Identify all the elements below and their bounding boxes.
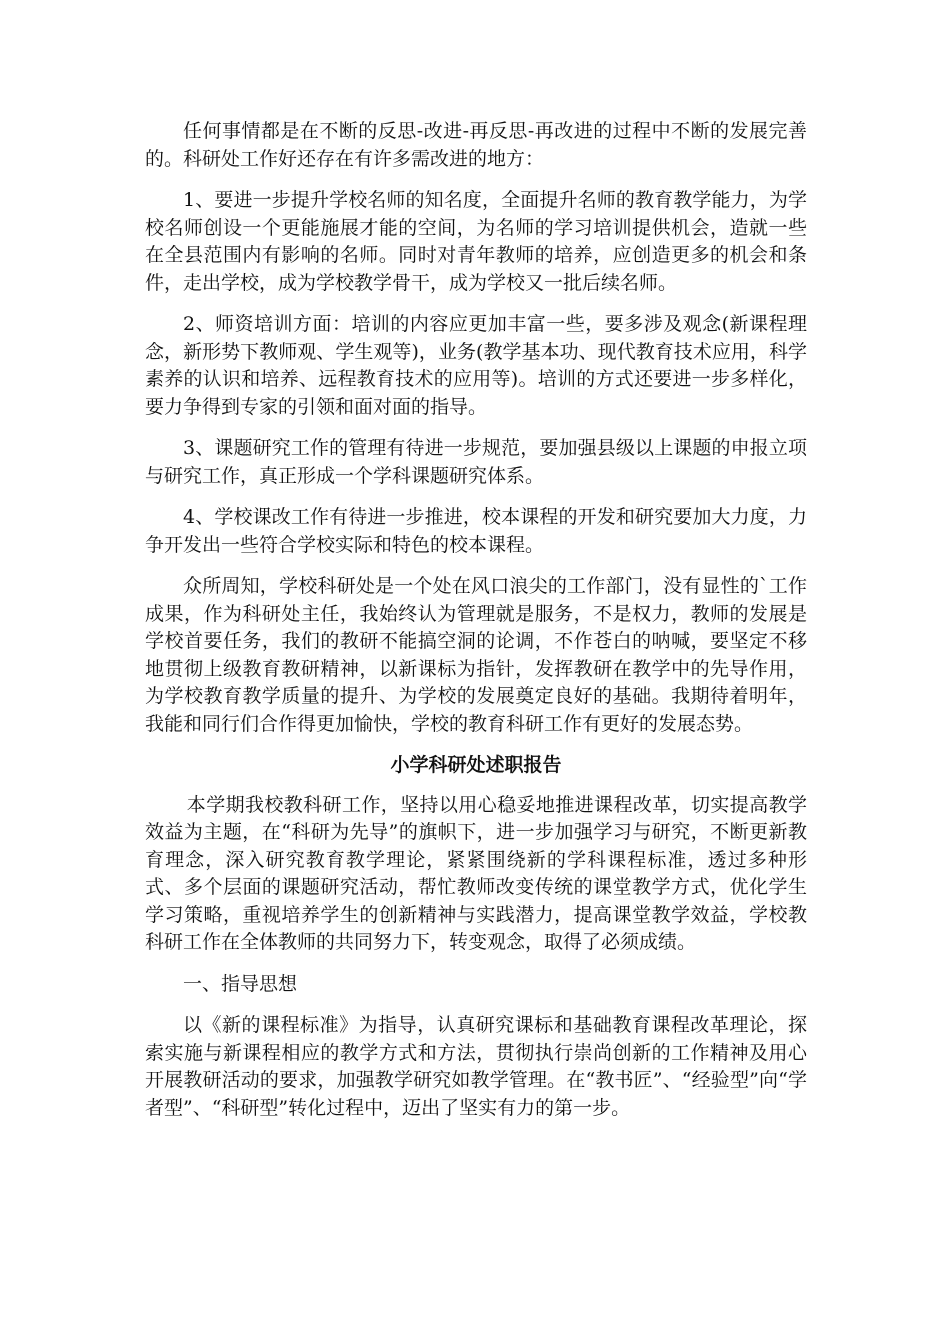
paragraph-guiding-thought: 以《新的课程标准》为指导，认真研究课标和基础教育课程改革理论，探索实施与新课程相应的教学方式和方法，贯彻执行崇尚创新的工作精神及用心开展教研活动的要求，加强教学研究如教学管理。在“教书匠”、“经验型”向“学者型”、“科研型”转化过程中，迈出了坚实有力的第一步。: [145, 1014, 807, 1119]
paragraph-point-4: 4、学校课改工作有待进一步推进，校本课程的开发和研究要加大力度，力争开发出一些符合学校实际和特色的校本课程。: [145, 506, 807, 556]
paragraph-point-2: 2、师资培训方面：培训的内容应更加丰富一些，要多涉及观念(新课程理念，新形势下教师观、学生观等)，业务(教学基本功、现代教育技术应用，科学素养的认识和培养、远程教育技术的应用等)。培训的方式还要进一步多样化，要力争得到专家的引领和面对面的指导。: [145, 313, 807, 418]
paragraph-point-1: 1、要进一步提升学校名师的知名度，全面提升名师的教育教学能力，为学校名师创设一个更能施展才能的空间，为名师的学习培训提供机会，造就一些在全县范围内有影响的名师。同时对青年教师的培养，应创造更多的机会和条件，走出学校，成为学校教学骨干，成为学校又一批后续名师。: [145, 189, 807, 294]
paragraph-conclusion: 众所周知，学校科研处是一个处在风口浪尖的工作部门，没有显性的`工作成果，作为科研处主任，我始终认为管理就是服务，不是权力，教师的发展是学校首要任务，我们的教研不能搞空洞的论调，不作苍白的呐喊，要坚定不移地贯彻上级教育教研精神，以新课标为指针，发挥教研在教学中的先导作用，为学校教育教学质量的提升、为学校的发展奠定良好的基础。我期待着明年，我能和同行们合作得更加愉快，学校的教育科研工作有更好的发展态势。: [145, 575, 807, 735]
paragraph-intro: 本学期我校教科研工作，坚持以用心稳妥地推进课程改革，切实提高教学效益为主题，在“科研为先导”的旗帜下，进一步加强学习与研究，不断更新教育理念，深入研究教育教学理论，紧紧围绕新的学科课程标准，透过多种形式、多个层面的课题研究活动，帮忙教师改变传统的课堂教学方式，优化学生学习策略，重视培养学生的创新精神与实践潜力，提高课堂教学效益，学校教科研工作在全体教师的共同努力下，转变观念，取得了必须成绩。: [145, 793, 807, 953]
document-page: [145, 118, 807, 1136]
report-title: 小学科研处述职报告: [390, 754, 562, 776]
section-heading-guiding-thought: 一、指导思想: [183, 972, 298, 995]
paragraph-reflection: 任何事情都是在不断的反思-改进-再反思-再改进的过程中不断的发展完善的。科研处工作好还存在有许多需改进的地方：: [145, 120, 807, 170]
paragraph-point-3: 3、课题研究工作的管理有待进一步规范，要加强县级以上课题的申报立项与研究工作，真正形成一个学科课题研究体系。: [145, 437, 807, 487]
